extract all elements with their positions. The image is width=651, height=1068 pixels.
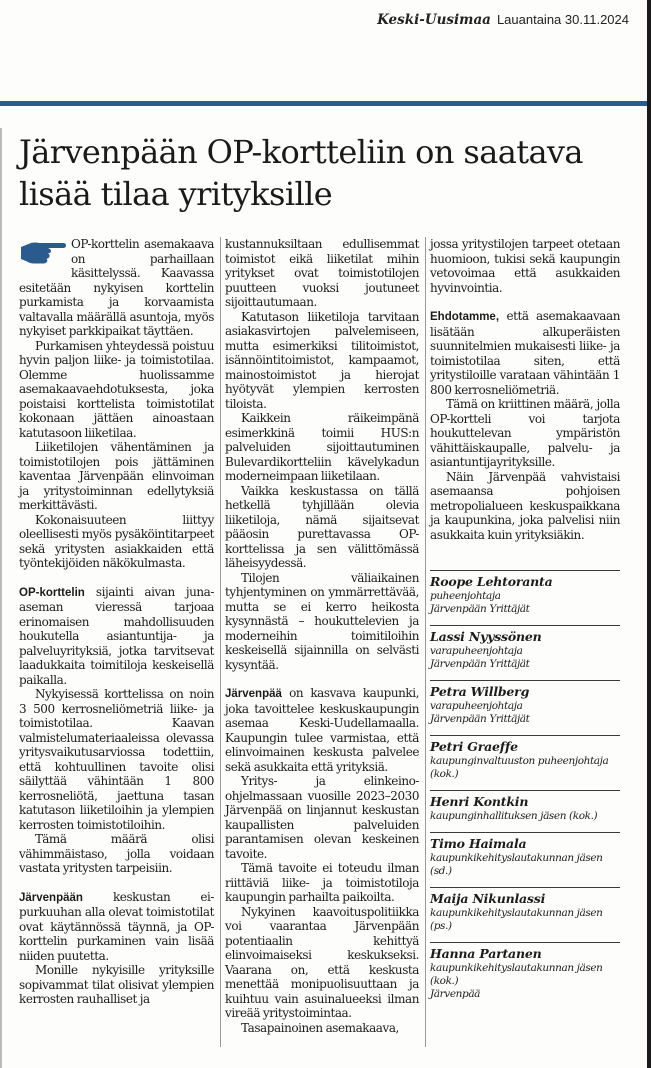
signatory-role: kaupunkikehityslautakunnan jäsen [430,962,603,974]
signatory-name: Lassi Nyyssönen [430,629,542,644]
lead-word: Järvenpää [225,688,282,700]
section-paragraph: Järvenpää on kasvava kaupunki, joka tavoittelee keskuskaupungin asemaa Keski-Uudellamaalla. Kaupungin tulee varmistaa, että elinvoimainen keskusta palvelee sekä asukkaita että yrityksiä. [225,686,419,774]
article-column-1 [19,237,214,1007]
paragraph: Tämä määrä olisi vähimmäistaso, jolla voidaan vastata yritysten tarpeisiin. [19,832,214,875]
paragraph: kustannuksiltaan edullisemmat toimistot eikä liiketilat mihin yritykset ovat toimistotilojen puutteen vuoksi joutuneet sijoittautumaan. [225,237,419,309]
section-paragraph: OP-korttelin sijainti aivan juna-aseman vieressä tarjoaa erinomaisen mahdollisuuden houkutella asiantuntija- ja palveluyrityksiä, jotka tarvitsevat laadukkaita toimitiloja keskeisellä paikalla. [19,584,214,687]
signatory [430,680,620,735]
paragraph: Kokonaisuuteen liittyy oleellisesti myös pysäköintitarpeet sekä yritysten asiakkaiden että työntekijöiden näkökulmasta. [19,512,214,570]
section-paragraph: Ehdotamme, että asemakaavaan lisätään alkuperäisten suunnitelmien mukaisesti liike- ja toimistotilaa siten, että yritystiloille varataan vähintään 1 800 kerrosneliömetriä. [430,309,620,397]
paragraph: Yritys- ja elinkeino-ohjelmassaan vuosille 2023–2030 Järvenpää on linjannut keskustan kaupallisten palveluiden parantamisen olevan keskeinen tavoite. [225,774,419,861]
masthead [377,12,629,28]
signatory [430,942,620,1010]
signatory-name: Timo Haimala [430,836,527,851]
signatory-role: puheenjohtaja [430,590,501,602]
paragraph: Tasapainoinen asemakaava, [241,1020,399,1035]
section-paragraph: Järvenpään keskustan ei-purkuuhan alla olevat toimistotilat ovat käytännössä täynnä, ja OP-korttelin purkaminen vain lisää niiden puutetta. [19,889,214,963]
signatory-name: Hanna Partanen [430,946,542,961]
paragraph: Tilojen väliaikainen tyhjentyminen on ymmärrettävää, mutta se ei kerro heikosta kysynnästä – houkuttelevien ja moderneihin toimitiloihin keskeisellä sijainnilla on selvästi kysyntää. [225,570,419,672]
paragraph: Tämä on kriittinen määrä, jolla OP-kortteli voi tarjota houkuttelevan ympäristön vähittäiskaupalle, palvelu- ja asiantuntijayrityksille. [430,397,620,469]
paragraph: Katutason liiketiloja tarvitaan asiakasvirtojen palvelemiseen, mutta esimerkiksi tilitoimistot, isännöintitoimistot, kampaamot, mainostoimistot ja hierojat hyötyvät ylempien kerrosten tiloista. [225,309,419,411]
article-column-3 [430,237,620,542]
signatory-role: varapuheenjohtaja [430,700,523,712]
paragraph: Purkamisen yhteydessä poistuu hyvin paljon liike- ja toimistotilaa. Olemme huolissamme asemakaavaehdotuksesta, joka poistaisi korttelista toimistotilat kokonaan jättäen ainoastaan katutasoon liiketilaa. [19,338,214,440]
signatory-role: (sd.) [430,865,452,877]
paragraph: Monille nykyisille yrityksille sopivammat tilat olisivat ylempien kerrosten rauhalliset ja [19,963,214,1006]
paragraph: Tämä tavoite ei toteudu ilman riittäviä liike- ja toimistotiloja kaupungin parhailta paikoilta. [225,861,419,904]
column-divider [220,237,221,1047]
signatory-role: kaupunkikehityslautakunnan jäsen [430,907,603,919]
signatory [430,832,620,887]
signatory-role: Järvenpään Yrittäjät [430,603,530,615]
signatory-role: kaupunkikehityslautakunnan jäsen [430,852,603,864]
signatory [430,570,620,625]
paragraph: Kaikkein räikeimpänä esimerkkinä toimii HUS:n palveluiden sijoittautuminen Bulevardikortteliin kävelykadun moderneimpaan liiketilaan. [225,411,419,483]
signatory-role: (kok.) [430,975,459,987]
signatory [430,735,620,790]
paper-name: Keski-Uusimaa [377,12,491,28]
signatory-name: Roope Lehtoranta [430,574,553,589]
paragraph: Liiketilojen vähentäminen ja toimistotilojen pois jättäminen kaventaa Järvenpään elinvoiman ja yritystoiminnan edellytyksiä merkittävästi. [19,440,214,512]
signatory-role: Järvenpään Yrittäjät [430,713,530,725]
paragraph: jossa yritystilojen tarpeet otetaan huomioon, tukisi sekä kaupungin vetovoimaa että asukkaiden hyvinvointia. [430,237,620,295]
issue-date: Lauantaina 30.11.2024 [496,12,629,27]
paragraph: Nykyisessä korttelissa on noin 3 500 kerrosneliömetriä liike- ja toimistotilaa. Kaavan valmistelumateriaaleissa olevassa yritysvaikutusarviossa todettiin, että kohtuullinen tavoite olisi säilyttää vähintään 1 800 kerrosneliötä, jaettuna tasan katutason liiketiloihin ja ylempien kerrosten toimistotiloihin. [19,687,214,832]
article-headline: Järvenpään OP-kortteliin on saatava lisää tilaa yrityksille [19,133,583,213]
lead-word: Järvenpään [19,891,83,904]
signatory-name: Henri Kontkin [430,794,529,809]
signatory-name: Petra Willberg [430,684,530,699]
paragraph: Näin Järvenpää vahvistaisi asemaansa pohjoisen metropolialueen keskuspaikkana ja kaupunkina, joka palvelisi niin asukkaita kuin yrityksiäkin. [430,469,620,542]
signatory-name: Maija Nikunlassi [430,891,546,906]
signatory [430,790,620,832]
signatory [430,625,620,680]
signatory-role: (ps.) [430,920,452,932]
right-page-edge [647,0,651,1068]
article-column-2 [225,237,419,1035]
signatory-role: kaupunginhallituksen jäsen (kok.) [430,810,598,822]
signatory-role: Järvenpään Yrittäjät [430,658,530,670]
signatory-name: Petri Graeffe [430,739,518,754]
top-accent-rule [0,101,651,106]
signatories [430,570,620,1010]
paragraph: Vaikka keskustassa on tällä hetkellä tyhjillään olevia liiketiloja, nämä sijaitsevat pääosin purettavassa OP-korttelissa ja sen välittömässä läheisyydessä. [225,483,419,570]
signatory-role: varapuheenjohtaja [430,645,523,657]
signatory [430,887,620,942]
lead-word: Ehdotamme, [430,311,500,323]
column-divider [425,237,426,1047]
lead-word: OP-korttelin [19,586,85,599]
signatory-role: Järvenpää [430,988,481,1000]
signatory-role: kaupunginvaltuuston puheenjohtaja [430,755,609,767]
paragraph: OP-korttelin asemakaava on parhaillaan käsittelyssä. Kaavassa esitetään nykyisen korttelin purkamista ja korvaamista valtavalla määrällä asuntoja, myös nykyiset parkkipaikat täyttäen. [19,237,214,338]
paragraph: Nykyinen kaavoituspolitiikka voi vaarantaa Järvenpään potentiaalin kehittyä elinvoimaiseksi keskukseksi. Vaarana on, että keskusta menettää monipuolisuuttaan ja kuihtuu vain asuinalueeksi ilman vireää yritystoimintaa. [225,904,419,1020]
left-margin-rule [0,128,2,1068]
pointing-hand-icon [19,238,67,268]
signatory-role: (kok.) [430,768,459,780]
